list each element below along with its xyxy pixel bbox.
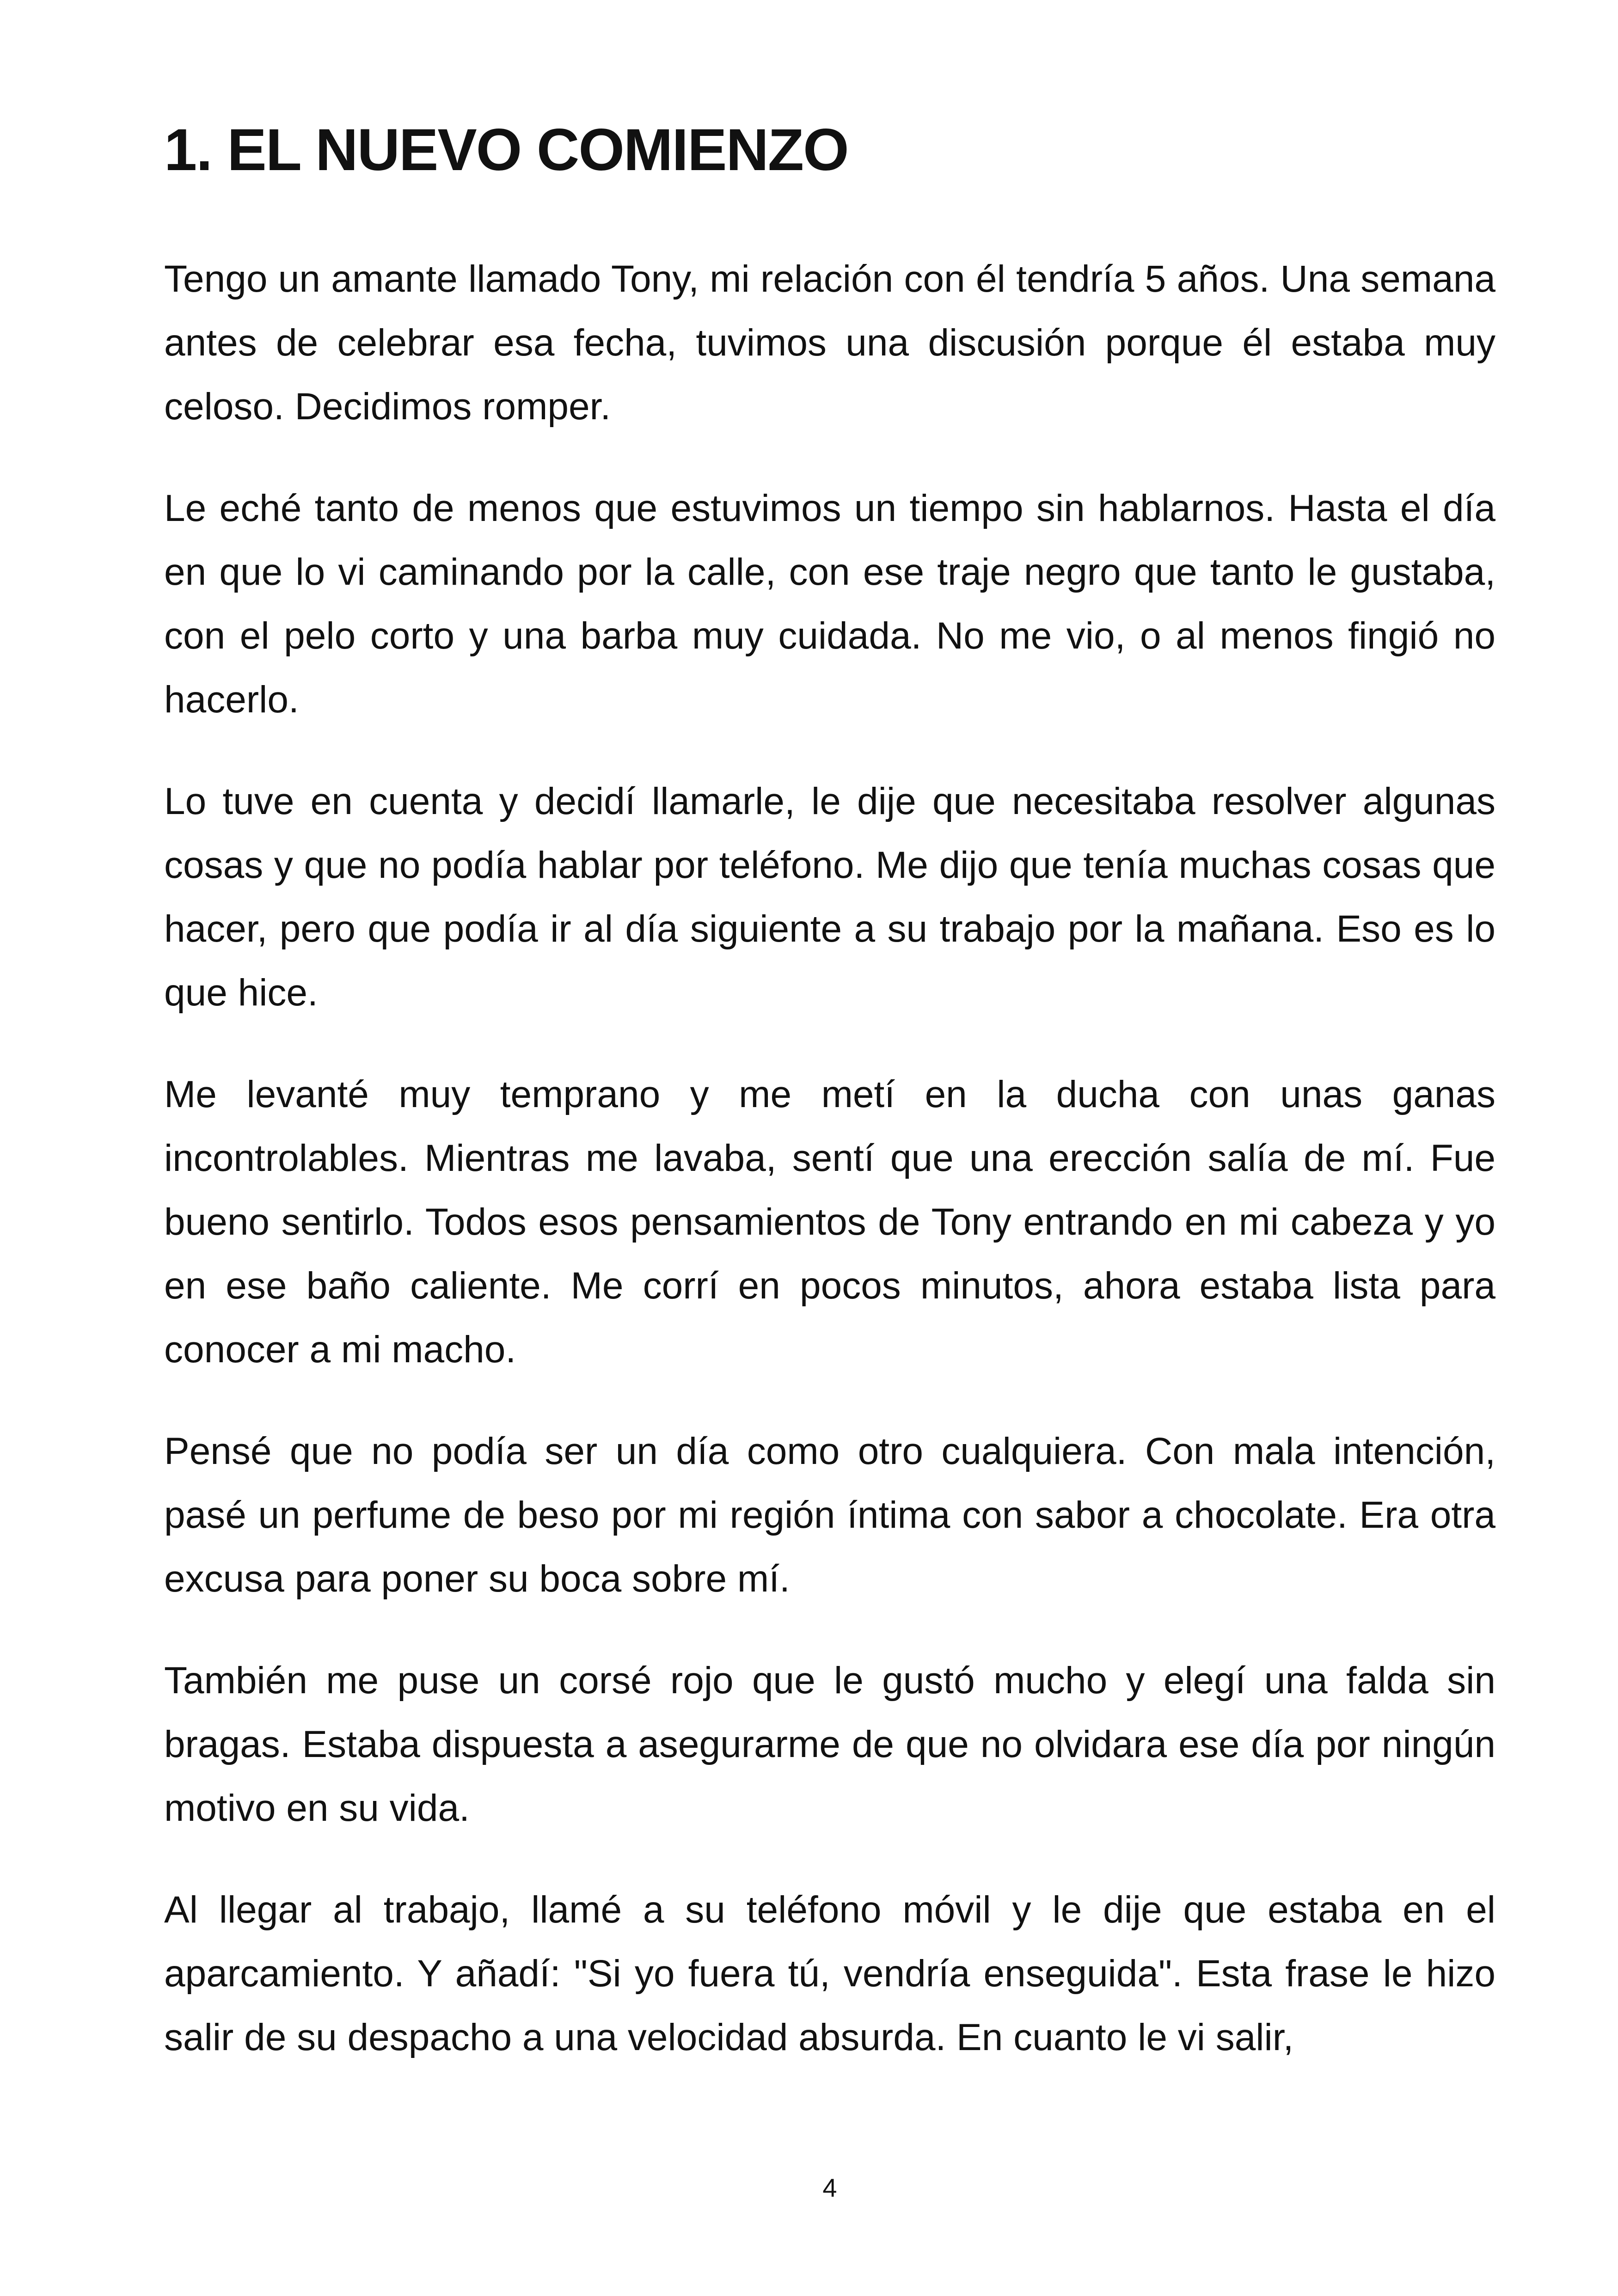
paragraph: Me levanté muy temprano y me metí en la ducha con unas ganas incontrolables. Mientras me lavaba, sentí que una erección salía de mí. Fue bueno sentirlo. Todos esos pensamientos de Tony entrando en mi cabeza y yo en ese baño caliente. Me corrí en pocos minutos, ahora estaba lista para conocer a mi macho.	[164, 1073, 1495, 1371]
page-number: 4	[822, 2173, 837, 2202]
book-page	[164, 0, 1495, 2296]
chapter-title: 1. EL NUEVO COMIENZO	[164, 117, 848, 183]
paragraph: También me puse un corsé rojo que le gustó mucho y elegí una falda sin bragas. Estaba dispuesta a asegurarme de que no olvidara ese día por ningún motivo en su vida.	[164, 1659, 1495, 1829]
paragraph: Pensé que no podía ser un día como otro cualquiera. Con mala intención, pasé un perfume de beso por mi región íntima con sabor a chocolate. Era otra excusa para poner su boca sobre mí.	[164, 1430, 1495, 1600]
paragraph: Lo tuve en cuenta y decidí llamarle, le dije que necesitaba resolver algunas cosas y que no podía hablar por teléfono. Me dijo que tenía muchas cosas que hacer, pero que podía ir al día siguiente a su trabajo por la mañana. Eso es lo que hice.	[164, 780, 1495, 1014]
paragraph: Tengo un amante llamado Tony, mi relación con él tendría 5 años. Una semana antes de celebrar esa fecha, tuvimos una discusión porque él estaba muy celoso. Decidimos romper.	[164, 258, 1495, 428]
chapter-body	[164, 247, 1495, 2069]
paragraph: Al llegar al trabajo, llamé a su teléfono móvil y le dije que estaba en el aparcamiento. Y añadí: "Si yo fuera tú, vendría enseguida". Esta frase le hizo salir de su despacho a una velocidad absurda. En cuanto le vi salir,	[164, 1889, 1495, 2058]
paragraph: Le eché tanto de menos que estuvimos un tiempo sin hablarnos. Hasta el día en que lo vi caminando por la calle, con ese traje negro que tanto le gustaba, con el pelo corto y una barba muy cuidada. No me vio, o al menos fingió no hacerlo.	[164, 487, 1495, 721]
